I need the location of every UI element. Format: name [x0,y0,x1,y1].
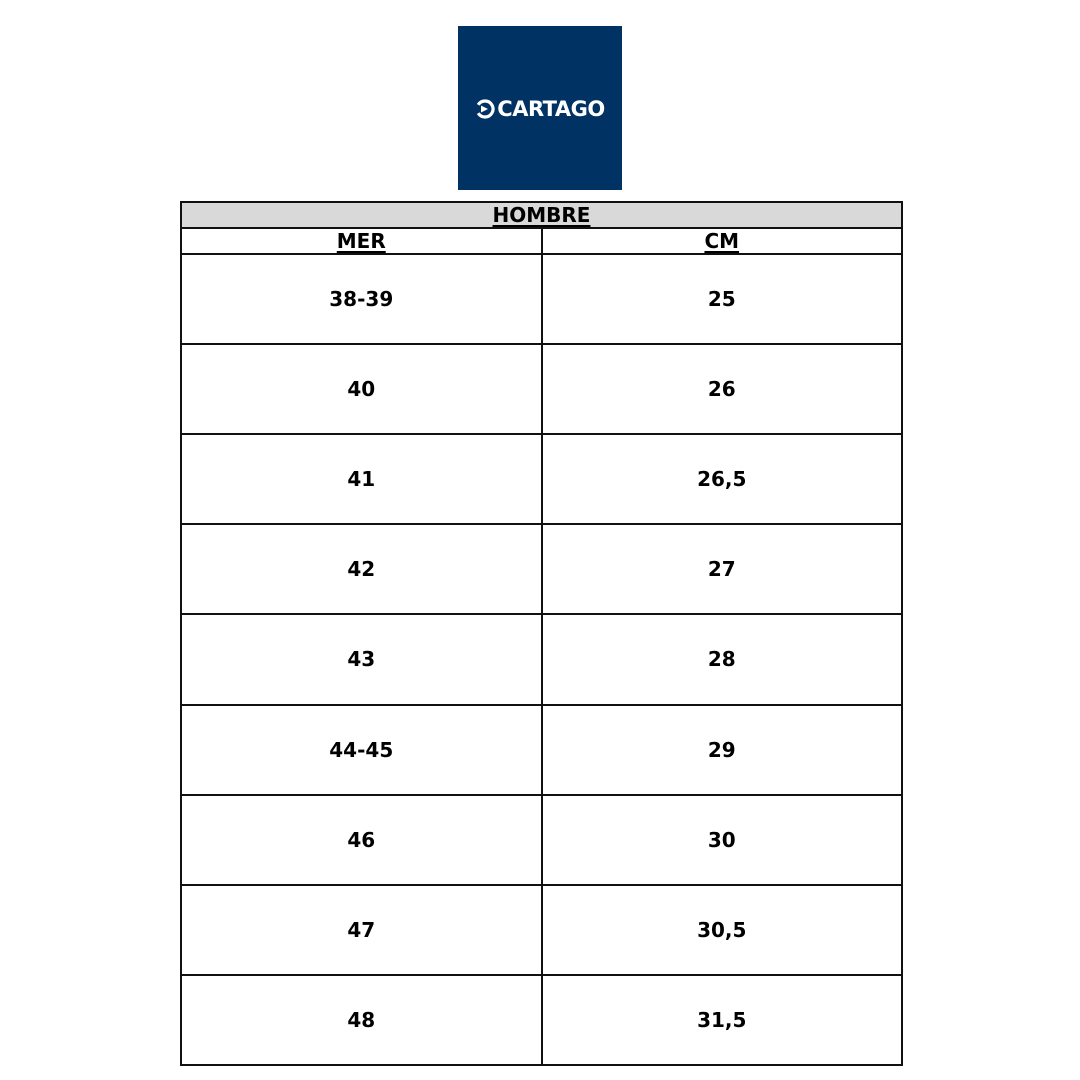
cm-size-cell: 31,5 [542,975,903,1065]
table-row [181,344,902,434]
cartago-logo-icon [475,99,495,119]
table-title-row [181,202,902,228]
mer-size-cell: 46 [181,795,542,885]
mer-size-cell: 40 [181,344,542,434]
cartago-logo [458,26,622,190]
table-row [181,885,902,975]
cm-size-cell: 27 [542,524,903,614]
size-chart-table [180,201,903,1066]
cm-size-cell: 30,5 [542,885,903,975]
mer-size-cell: 44-45 [181,705,542,795]
mer-size-cell: 42 [181,524,542,614]
mer-size-cell: 43 [181,614,542,704]
column-header-mer [181,228,542,254]
table-row [181,705,902,795]
table-row [181,614,902,704]
column-header-cm-label: CM [704,229,740,253]
logo-lockup [475,96,605,121]
cm-size-cell: 30 [542,795,903,885]
table-row [181,975,902,1065]
table-row [181,434,902,524]
table-row [181,795,902,885]
brand-name: CARTAGO [497,96,605,121]
cm-size-cell: 28 [542,614,903,704]
table-header-row [181,228,902,254]
table-title: HOMBRE [492,203,591,227]
mer-size-cell: 48 [181,975,542,1065]
table-title-cell [181,202,902,228]
mer-size-cell: 41 [181,434,542,524]
table-row [181,254,902,344]
mer-size-cell: 47 [181,885,542,975]
cm-size-cell: 26,5 [542,434,903,524]
cm-size-cell: 25 [542,254,903,344]
cm-size-cell: 26 [542,344,903,434]
column-header-mer-label: MER [336,229,386,253]
column-header-cm [542,228,903,254]
cm-size-cell: 29 [542,705,903,795]
table-row [181,524,902,614]
mer-size-cell: 38-39 [181,254,542,344]
